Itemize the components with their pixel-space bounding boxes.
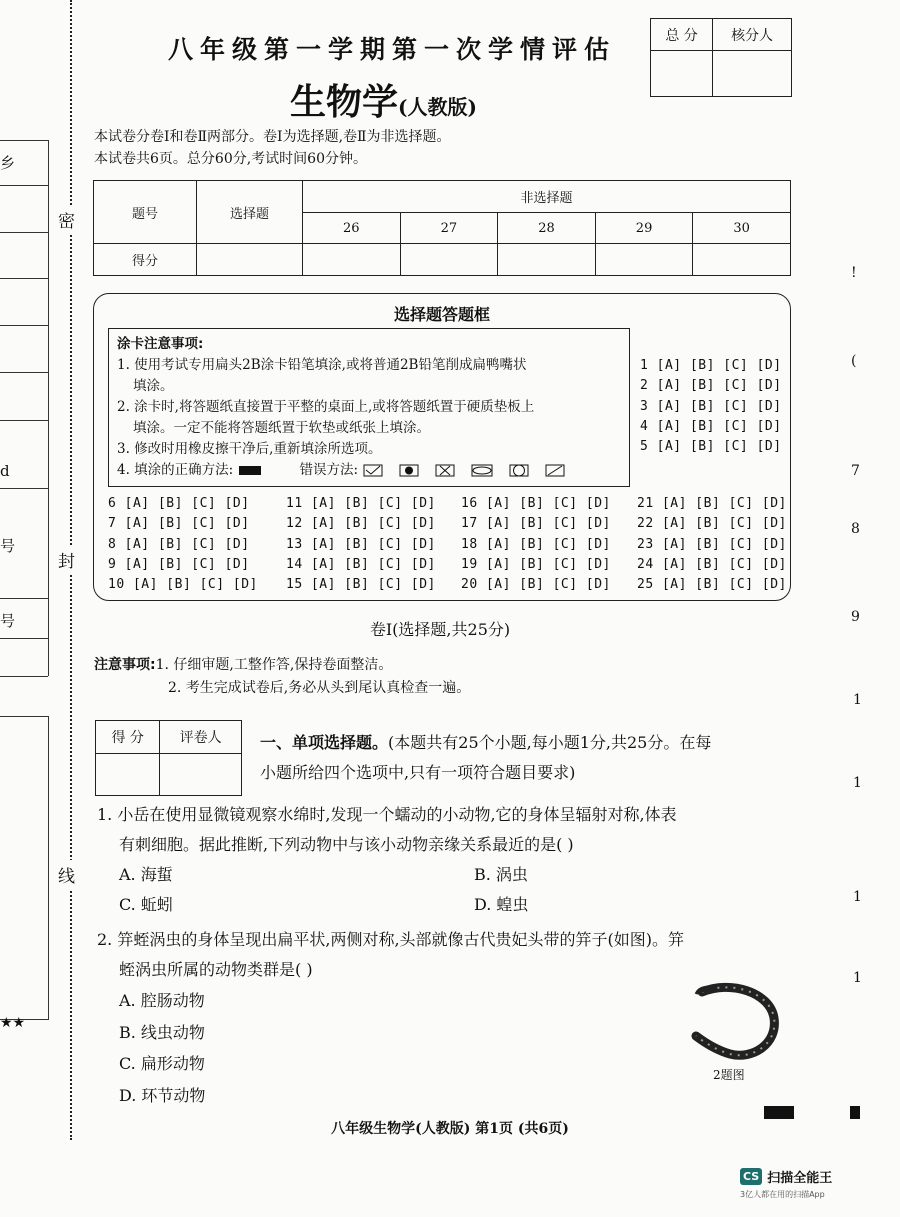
part-one-desc: 小题所给四个选项中,只有一项符合题目要求) [260, 763, 576, 782]
choice-b[interactable]: B. 线虫动物 [119, 1022, 205, 1042]
scanner-tagline: 3亿人都在用的扫描App [740, 1190, 825, 1199]
score-label: 得分 [94, 244, 197, 276]
option-row[interactable]: 6 [A] [B] [C] [D] [108, 496, 250, 511]
choice-a[interactable]: A. 腔肠动物 [119, 991, 205, 1010]
score-cell[interactable] [197, 244, 303, 276]
note-line: 2. 涂卡时,将答题纸直接置于平整的桌面上,或将答题纸置于硬质垫板上 [117, 399, 535, 415]
wrong-marks-icon [362, 464, 572, 478]
option-row[interactable]: 24 [A] [B] [C] [D] [637, 556, 787, 572]
part-one-heading: 一、单项选择题。 [260, 733, 389, 752]
note-line: 1. 使用考试专用扁头2B涂卡铅笔填涂,或将普通2B铅笔削成扁鸭嘴状 [117, 357, 527, 373]
option-row[interactable]: 12 [A] [B] [C] [D] [286, 516, 436, 532]
part-one-desc: (本题共有25个小题,每小题1分,共25分。在每 [388, 733, 712, 752]
option-row[interactable]: 25 [A] [B] [C] [D] [637, 577, 787, 593]
options-1-5 [640, 356, 782, 457]
strip-line [0, 325, 48, 326]
option-row[interactable]: 20 [A] [B] [C] [D] [461, 577, 611, 593]
score-cell[interactable] [498, 244, 596, 276]
choice-a[interactable]: A. 海蜇 [119, 865, 173, 884]
scanner-name: 扫描全能王 [767, 1171, 833, 1186]
option-row[interactable]: 19 [A] [B] [C] [D] [461, 556, 611, 572]
note-line: 3. 修改时用橡皮擦干净后,重新填涂所选项。 [117, 441, 382, 457]
option-row[interactable]: 13 [A] [B] [C] [D] [286, 536, 436, 552]
option-row[interactable]: 9 [A] [B] [C] [D] [108, 556, 250, 572]
total-score-box [650, 18, 792, 97]
option-row[interactable]: 1 [A] [B] [C] [D] [640, 358, 782, 373]
choice-d[interactable]: D. 蝗虫 [474, 895, 529, 914]
question-text: 1. 小岳在使用显微镜观察水绵时,发现一个蠕动的小动物,它的身体呈辐射对称,体表 [97, 805, 677, 824]
option-grid-row [108, 514, 788, 534]
grader-label: 评卷人 [160, 721, 242, 754]
wrong-method-label: 错误方法: [299, 462, 359, 478]
choice-label: 选择题 [197, 181, 303, 244]
note-line: 填涂。一定不能将答题纸置于软垫或纸张上填涂。 [133, 420, 430, 436]
option-row[interactable]: 22 [A] [B] [C] [D] [637, 516, 787, 532]
option-line [97, 890, 807, 920]
strip-line [0, 488, 48, 489]
margin-digit: 7 [851, 463, 860, 479]
question-text: 2. 笄蛭涡虫的身体呈现出扁平状,两侧对称,头部就像古代贵妃头带的笄子(如图)。笄 [97, 930, 685, 949]
option-row[interactable]: 11 [A] [B] [C] [D] [286, 496, 436, 511]
option-row[interactable]: 2 [A] [B] [C] [D] [640, 378, 782, 394]
strip-char: 号 [0, 612, 16, 630]
subject-title [290, 74, 477, 125]
option-grid-row [108, 555, 788, 575]
question-1 [97, 800, 807, 920]
option-row[interactable]: 15 [A] [B] [C] [D] [286, 577, 436, 593]
q-number: 28 [498, 213, 596, 244]
grader-score-cell[interactable] [96, 754, 160, 796]
option-row[interactable]: 14 [A] [B] [C] [D] [286, 556, 436, 572]
total-cell[interactable] [651, 51, 713, 97]
margin-digit: ( [851, 353, 857, 369]
strip-char: 号 [0, 537, 16, 555]
option-row[interactable]: 23 [A] [B] [C] [D] [637, 536, 787, 552]
option-row[interactable]: 7 [A] [B] [C] [D] [108, 516, 250, 532]
method-line [117, 460, 629, 481]
score-cell[interactable] [303, 244, 401, 276]
subject-edition: (人教版) [398, 95, 477, 119]
checker-label: 核分人 [713, 19, 792, 51]
option-row[interactable]: 21 [A] [B] [C] [D] [637, 496, 787, 511]
strip-char: 乡 [0, 154, 16, 172]
choice-d[interactable]: D. 环节动物 [119, 1085, 206, 1105]
note-line: 填涂。 [133, 378, 174, 394]
strip-line [0, 372, 48, 373]
attention [94, 654, 470, 700]
q-number: 29 [595, 213, 693, 244]
option-grid-row [108, 575, 788, 595]
score-cell[interactable] [595, 244, 693, 276]
option-grid-row [108, 535, 788, 555]
question-text: 蛭涡虫所属的动物类群是( ) [119, 960, 313, 979]
strip-box [0, 716, 49, 1020]
option-row[interactable]: 8 [A] [B] [C] [D] [108, 536, 250, 552]
margin-digit: 9 [851, 609, 860, 625]
choice-c[interactable]: C. 扁形动物 [119, 1054, 205, 1073]
option-grid-row [108, 494, 788, 514]
strip-line [0, 278, 48, 279]
checker-cell[interactable] [713, 51, 792, 97]
strip-line [0, 598, 48, 599]
margin-digit: 1 [853, 775, 862, 791]
q-number: 30 [693, 213, 791, 244]
figure-caption: 2题图 [713, 1068, 745, 1082]
option-row[interactable]: 10 [A] [B] [C] [D] [108, 577, 258, 593]
strip-line [0, 185, 48, 186]
answer-frame [93, 293, 791, 601]
option-row[interactable]: 4 [A] [B] [C] [D] [640, 418, 782, 434]
strip-line [0, 140, 48, 141]
binding-char-mi: 密 [58, 205, 75, 234]
binding-char-feng: 封 [58, 545, 75, 574]
intro [94, 126, 451, 170]
correct-method-label: 4. 填涂的正确方法: [117, 462, 234, 478]
score-cell[interactable] [693, 244, 791, 276]
filled-mark-icon [239, 466, 261, 475]
option-row[interactable]: 16 [A] [B] [C] [D] [461, 496, 611, 511]
option-row[interactable]: 3 [A] [B] [C] [D] [640, 398, 782, 414]
score-table [93, 180, 791, 276]
question-text: 有刺细胞。据此推断,下列动物中与该小动物亲缘关系最近的是( ) [119, 835, 574, 854]
option-row[interactable]: 18 [A] [B] [C] [D] [461, 536, 611, 552]
q-number: 27 [400, 213, 498, 244]
left-binding-strip [0, 0, 52, 1050]
subject-name: 生物学 [290, 81, 399, 123]
option-line [97, 860, 807, 890]
strip-line [0, 676, 48, 677]
margin-digit: ! [851, 265, 857, 281]
answer-frame-title: 选择题答题框 [393, 305, 490, 324]
scanner-logo-icon: CS [740, 1168, 762, 1185]
flatworm-figure [690, 978, 790, 1068]
choice-b[interactable]: B. 涡虫 [474, 865, 528, 884]
strip-line [0, 232, 48, 233]
stars: ★★ [0, 1015, 26, 1031]
intro-line: 本试卷分卷Ⅰ和卷Ⅱ两部分。卷Ⅰ为选择题,卷Ⅱ为非选择题。 [94, 129, 451, 145]
margin-digit: 1 [853, 692, 862, 708]
attention-line: 1. 仔细审题,工整作答,保持卷面整洁。 [155, 657, 393, 673]
grader-box [95, 720, 242, 796]
marker-block [850, 1106, 860, 1119]
nonchoice-label: 非选择题 [303, 181, 791, 213]
scanner-watermark [740, 1166, 832, 1200]
grader-cell[interactable] [160, 754, 242, 796]
score-cell[interactable] [400, 244, 498, 276]
strip-char: d [0, 462, 10, 480]
strip-line [0, 420, 48, 421]
exam-title: 八年级第一学期第一次学情评估 [168, 35, 617, 64]
part-one-intro [260, 728, 711, 788]
fill-notes-box [108, 328, 630, 487]
option-row[interactable]: 5 [A] [B] [C] [D] [640, 439, 782, 455]
q-number: 26 [303, 213, 401, 244]
margin-digit: 8 [851, 521, 860, 537]
page-footer: 八年级生物学(人教版) 第1页 (共6页) [331, 1121, 569, 1137]
intro-line: 本试卷共6页。总分60分,考试时间60分钟。 [94, 151, 367, 167]
notes-title: 涂卡注意事项: [117, 336, 204, 352]
strip-edge [48, 140, 49, 676]
notes-body [117, 355, 629, 481]
grader-score-label: 得 分 [96, 721, 160, 754]
margin-digit: 1 [853, 970, 862, 986]
binding-char-xian: 线 [58, 860, 75, 889]
option-row[interactable]: 17 [A] [B] [C] [D] [461, 516, 611, 532]
question-number-label: 题号 [94, 181, 197, 244]
section-title: 卷Ⅰ(选择题,共25分) [369, 620, 511, 639]
marker-block [764, 1106, 794, 1119]
attention-label: 注意事项: [94, 657, 156, 673]
options-grid [108, 494, 788, 595]
choice-c[interactable]: C. 蚯蚓 [119, 895, 173, 914]
attention-line: 2. 考生完成试卷后,务必从头到尾认真检查一遍。 [168, 680, 471, 696]
margin-digit: 1 [853, 889, 862, 905]
total-label: 总 分 [651, 19, 713, 51]
